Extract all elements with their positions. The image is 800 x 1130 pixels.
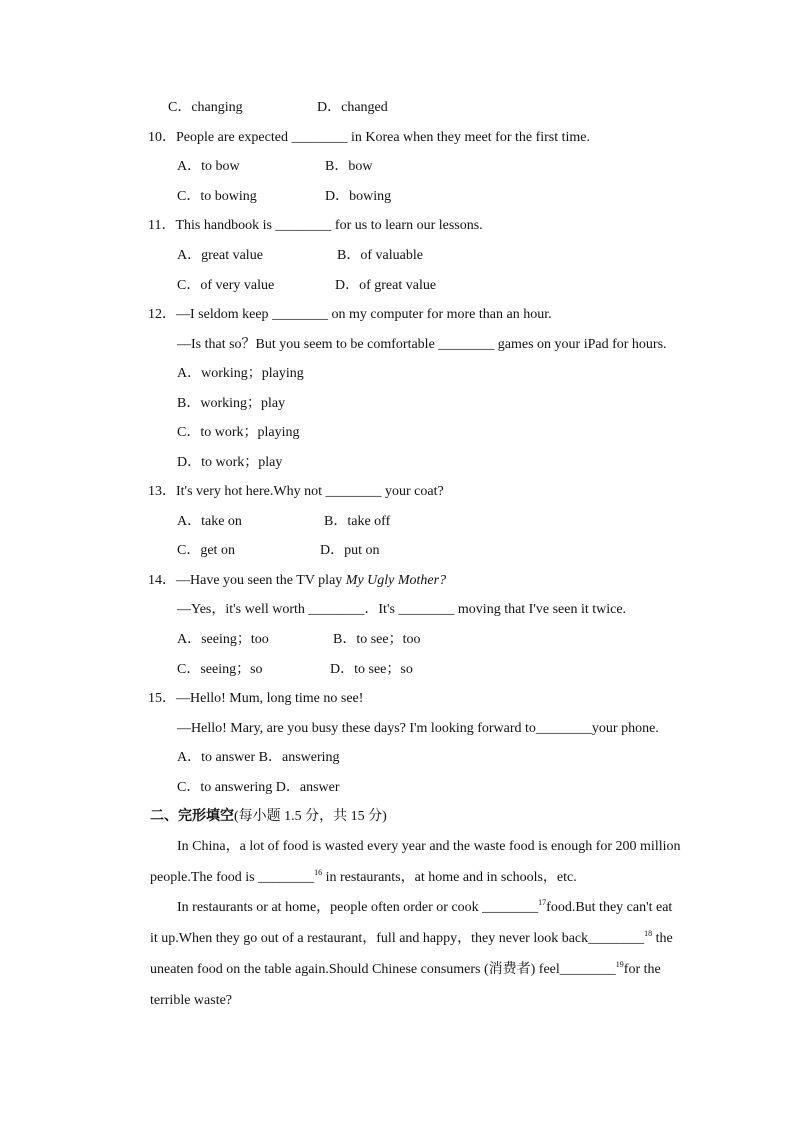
q11-option-c: C．of very value [177, 278, 275, 293]
q10-stem: 10．People are expected ________ in Korea when they meet for the first time. [148, 130, 591, 145]
q10-option-d: D．bowing [325, 189, 392, 204]
q12-option-b: B．working；play [177, 396, 286, 411]
blank-number-16: 16 [314, 868, 323, 877]
blank-number-19: 19 [615, 960, 624, 969]
q12-option-a: A．working；playing [177, 366, 304, 381]
q9-option-d: D．changed [317, 100, 388, 115]
q14-stem [148, 572, 446, 590]
q12-option-d: D．to work；play [177, 455, 283, 470]
passage-text: for the [623, 962, 661, 977]
passage-line [150, 930, 673, 948]
q11-option-d: D．of great value [335, 278, 437, 293]
section-heading [150, 808, 387, 826]
q14-stem-text: 14．—Have you seen the TV play [148, 573, 346, 588]
q12-stem: 12．—I seldom keep ________ on my computer for more than an hour. [148, 307, 552, 322]
blank-number-17: 17 [538, 898, 547, 907]
q15-options-ab: A．to answer B．answering [177, 750, 340, 765]
section-score-note: (每小题 1.5 分，共 15 分) [234, 809, 387, 824]
q15-options-cd: C．to answering D．answer [177, 780, 340, 795]
passage-line [177, 899, 672, 917]
q13-option-d: D．put on [320, 543, 380, 558]
q14-option-b: B．to see；too [333, 632, 421, 647]
passage-line: terrible waste? [150, 993, 233, 1008]
q13-option-a: A．take on [177, 514, 242, 529]
q15-stem: 15．—Hello! Mum, long time no see! [148, 691, 364, 706]
q11-option-a: A．great value [177, 248, 263, 263]
section-title: 二、完形填空 [150, 809, 234, 824]
q12-option-c: C．to work；playing [177, 425, 300, 440]
passage-line [150, 961, 661, 979]
passage-text: food.But they can't eat [546, 900, 673, 915]
blank-number-18: 18 [644, 929, 653, 938]
q15-stem-reply: —Hello! Mary, are you busy these days? I'm looking forward to________your phone. [177, 721, 659, 736]
q9-option-c: C．changing [168, 100, 243, 115]
q11-stem: 11．This handbook is ________ for us to learn our lessons. [148, 218, 483, 233]
passage-text: in restaurants，at home and in schools，etc. [322, 870, 577, 885]
q11-option-b: B．of valuable [337, 248, 423, 263]
q13-stem: 13．It's very hot here.Why not ________ your coat? [148, 484, 444, 499]
q14-play-title: My Ugly Mother? [345, 573, 447, 588]
passage-text: uneaten food on the table again.Should Chinese consumers (消费者) feel________ [150, 962, 616, 977]
q13-option-c: C．get on [177, 543, 235, 558]
passage-text: In restaurants or at home，people often order or cook ________ [177, 900, 539, 915]
q10-option-a: A．to bow [177, 159, 240, 174]
q14-stem-reply: —Yes，it's well worth ________．It's ________ moving that I've seen it twice. [177, 602, 627, 617]
q12-stem-reply: —Is that so？But you seem to be comfortable ________ games on your iPad for hours. [177, 337, 667, 352]
passage-line: In China，a lot of food is wasted every year and the waste food is enough for 200 million [177, 839, 681, 854]
q14-option-c: C．seeing；so [177, 662, 263, 677]
passage-line [150, 869, 577, 887]
passage-text: the [652, 931, 673, 946]
q13-option-b: B．take off [324, 514, 391, 529]
q14-option-a: A．seeing；too [177, 632, 269, 647]
passage-text: people.The food is ________ [150, 870, 315, 885]
q10-option-c: C．to bowing [177, 189, 257, 204]
passage-text: it up.When they go out of a restaurant，full and happy，they never look back________ [150, 931, 645, 946]
q10-option-b: B．bow [325, 159, 373, 174]
q14-option-d: D．to see；so [330, 662, 413, 677]
